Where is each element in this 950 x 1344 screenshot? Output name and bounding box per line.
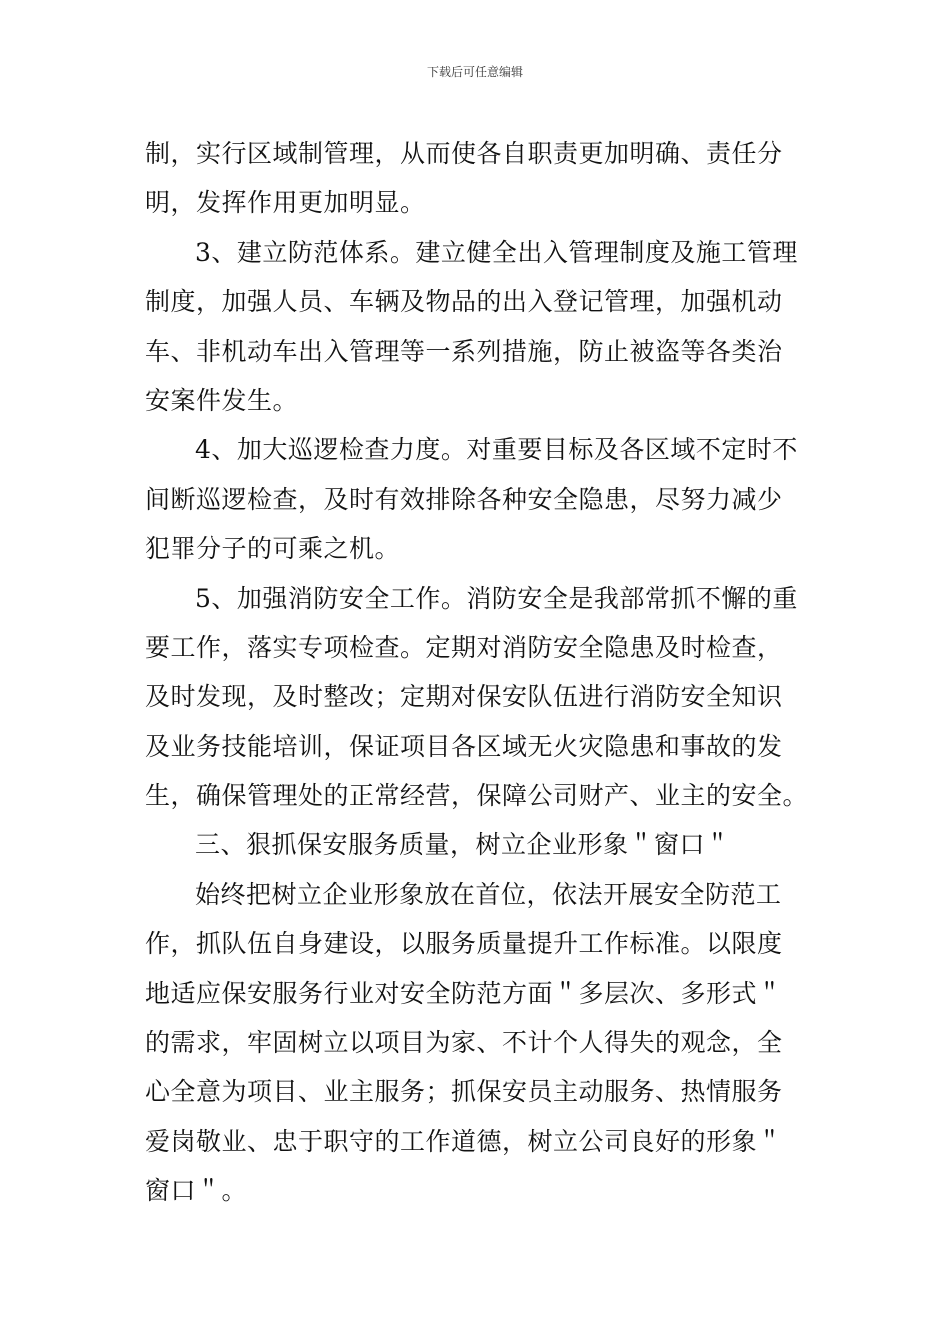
section-heading: 三、狠抓保安服务质量，树立企业形象＂窗口＂ xyxy=(195,830,731,860)
text-line: 明，发挥作用更加明显。 xyxy=(145,188,426,218)
text-line: 的需求，牢固树立以项目为家、不计个人得失的观念，全 xyxy=(145,1028,783,1058)
text-line: 4、加大巡逻检查力度。对重要目标及各区域不定时不 xyxy=(195,435,798,465)
page-header-note: 下载后可任意编辑 xyxy=(426,65,523,79)
document-body xyxy=(145,129,810,1216)
text-line: 心全意为项目、业主服务；抓保安员主动服务、热情服务 xyxy=(145,1077,783,1107)
text-line: 及时发现，及时整改；定期对保安队伍进行消防安全知识 xyxy=(145,682,783,712)
text-line: 制度，加强人员、车辆及物品的出入登记管理，加强机动 xyxy=(145,287,783,317)
text-line: 要工作，落实专项检查。定期对消防安全隐患及时检查， xyxy=(145,632,783,662)
text-line: 窗口＂。 xyxy=(145,1176,248,1206)
text-line: 爱岗敬业、忠于职守的工作道德，树立公司良好的形象＂ xyxy=(145,1126,783,1156)
text-line: 间断巡逻检查，及时有效排除各种安全隐患，尽努力减少 xyxy=(145,484,783,514)
text-line: 及业务技能培训，保证项目各区域无火灾隐患和事故的发 xyxy=(145,731,783,761)
text-line: 作，抓队伍自身建设，以服务质量提升工作标准。以限度 xyxy=(145,929,783,959)
text-line: 犯罪分子的可乘之机。 xyxy=(145,534,401,564)
text-line: 生，确保管理处的正常经营，保障公司财产、业主的安全。 xyxy=(145,781,809,811)
text-line: 安案件发生。 xyxy=(145,385,299,415)
text-line: 始终把树立企业形象放在首位，依法开展安全防范工 xyxy=(195,879,782,909)
text-line: 3、建立防范体系。建立健全出入管理制度及施工管理 xyxy=(195,237,798,267)
text-line: 5、加强消防安全工作。消防安全是我部常抓不懈的重 xyxy=(195,583,798,613)
text-line: 制，实行区域制管理，从而使各自职责更加明确、责任分 xyxy=(145,139,783,168)
text-line: 车、非机动车出入管理等一系列措施，防止被盗等各类治 xyxy=(145,336,783,366)
text-line: 地适应保安服务行业对安全防范方面＂多层次、多形式＂ xyxy=(145,978,783,1008)
